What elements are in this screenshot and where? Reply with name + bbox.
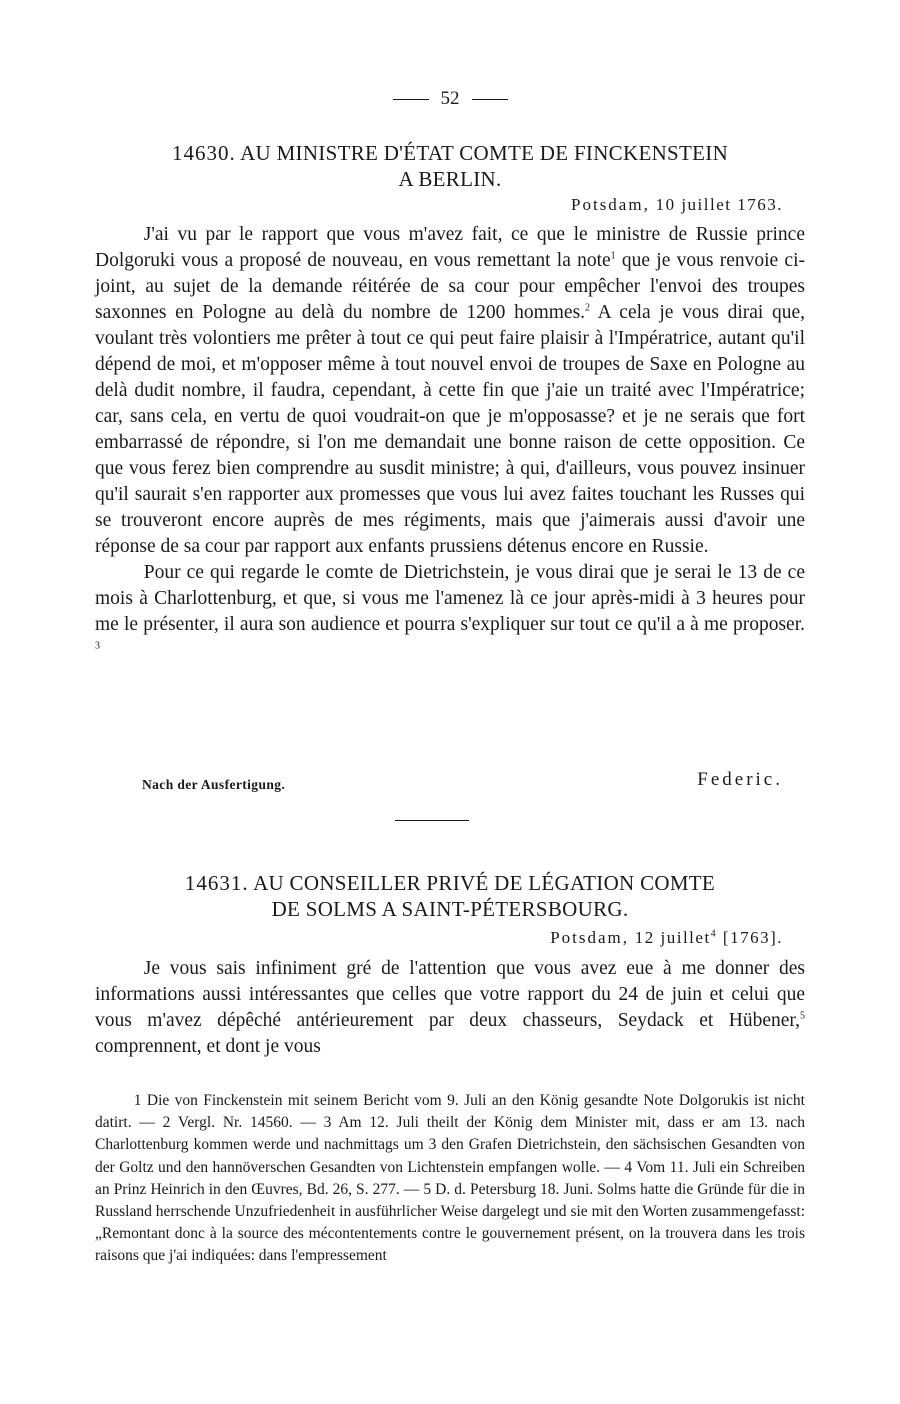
letter2-paragraph-1-part-a: Je vous sais infiniment gré de l'attention que vous avez eue à me donner des informations aussi intéressantes que celles que votre rapport du 24 de juin et celui que vous m'avez dépêché antérieurement par deux chasseurs, Seydack et Hübener, xyxy=(95,958,805,1031)
footnote-ref-1: 1 xyxy=(610,250,616,262)
letter2-number: 14631. xyxy=(184,871,249,895)
letter1-paragraph-2-text: Pour ce qui regarde le comte de Dietrichstein, je vous dirai que je serai le 13 de ce mois à Charlottenburg, et que, si vous me l'amenez là ce jour après-midi à 3 heures pour me le présenter, il aura son audience et pourra s'expliquer sur tout ce qu'il a à me proposer. xyxy=(95,562,805,635)
letter1-title-line2: A BERLIN. xyxy=(398,167,502,191)
letter1-signature: Federic. xyxy=(697,769,783,790)
letter1-body xyxy=(95,222,805,664)
letter1-heading xyxy=(95,140,805,192)
letter2-title-line2: DE SOLMS A SAINT-PÉTERSBOURG. xyxy=(271,897,629,921)
letter1-paragraph-1-part-c: A cela je vous dirai que, voulant très volontiers me prêter à tout ce qui peut faire plaisir à l'Impératrice, autant qu'il dépend de moi, et m'opposer même à tout nouvel envoi de troupes de Saxe en Pologne au delà dudit nombre, il faudra, cependant, à cette fin que j'aie un traité avec l'Impératrice; car, sans cela, en vertu de quoi voudrait-on que je m'opposasse? et je ne serais que fort embarrassé de répondre, si l'on me demandait une bonne raison de cette opposition. Ce que vous ferez bien comprendre au susdit ministre; à qui, d'ailleurs, vous pouvez insinuer qu'il saurait s'en rapporter aux promesses que vous lui avez faites touchant les Russes qui se trouveront encore auprès de mes régiments, mais que j'aimerais aussi d'avoir une réponse de sa cour par rapport aux enfants prussiens détenus encore en Russie. xyxy=(95,302,805,557)
letter2-date-year: [1763]. xyxy=(717,928,783,947)
footnote-ref-2: 2 xyxy=(585,302,591,314)
letter1-source-note: Nach der Ausfertigung. xyxy=(142,777,286,792)
letter1-title-line1: AU MINISTRE D'ÉTAT COMTE DE FINCKENSTEIN xyxy=(240,141,729,165)
letter2-paragraph-1 xyxy=(95,956,805,1060)
page-number xyxy=(0,88,900,110)
letter2-dateline xyxy=(550,928,783,948)
section-divider xyxy=(395,820,469,821)
letter1-number: 14630. xyxy=(171,141,236,165)
letter2-place: Potsdam, xyxy=(550,928,629,947)
page-number-text: 52 xyxy=(440,88,460,109)
letter1-heading-line1 xyxy=(95,140,805,166)
letter2-title-line1: AU CONSEILLER PRIVÉ DE LÉGATION COMTE xyxy=(253,871,716,895)
footnote-ref-5: 5 xyxy=(800,1010,805,1022)
letter2-heading-line1 xyxy=(95,870,805,896)
page-number-dash-left xyxy=(393,99,429,100)
footnotes: 1 Die von Finckenstein mit seinem Bericht vom 9. Juli an den König gesandte Note Dolgorukis ist nicht datirt. — 2 Vergl. Nr. 14560. — 3 Am 12. Juli theilt der König dem Minister mit, dass er am 13. nach Charlottenburg kommen werde und nachmittags um 3 den Grafen Dietrichstein, den sächsischen Gesandten von der Goltz und den hannöverschen Gesandten von Lichtenstein empfangen wolle. — 4 Vom 11. Juli ein Schreiben an Prinz Heinrich in den Œuvres, Bd. 26, S. 277. — 5 D. d. Petersburg 18. Juni. Solms hatte die Gründe für die in Russland herrschende Unzufriedenheit in ausführlicher Weise dargelegt und sie mit den Worten zusammengefasst: „Remontant donc à la source des mécontentements contre le gouvernement présent, on la trouvera dans les trois raisons que j'ai indiquées: dans l'empressement xyxy=(95,1092,805,1265)
letter2-heading xyxy=(95,870,805,922)
letter1-paragraph-2 xyxy=(95,560,805,664)
letter1-paragraph-1-part-a: J'ai vu par le rapport que vous m'avez fait, ce que le ministre de Russie prince Dolgoruki vous a proposé de nouveau, en vous remettant la note xyxy=(95,224,805,271)
letter1-date: 10 juillet 1763. xyxy=(655,195,783,214)
letter2-body xyxy=(95,956,805,1060)
page-number-dash-right xyxy=(472,99,508,100)
letter1-paragraph-1-part-b: que je vous renvoie ci-joint, au sujet de la demande réitérée de sa cour pour empêcher l'envoi des troupes saxonnes en Pologne au delà du nombre de 1200 hommes. xyxy=(95,250,805,323)
letter1-dateline xyxy=(571,195,783,215)
letter2-paragraph-1-part-b: comprennent, et dont je vous xyxy=(95,1036,321,1057)
letter1-place: Potsdam, xyxy=(571,195,650,214)
letter1-paragraph-1 xyxy=(95,222,805,560)
letter2-date: 12 juillet xyxy=(634,928,711,947)
footnote-ref-4: 4 xyxy=(710,928,718,940)
footnote-ref-3: 3 xyxy=(95,640,100,652)
